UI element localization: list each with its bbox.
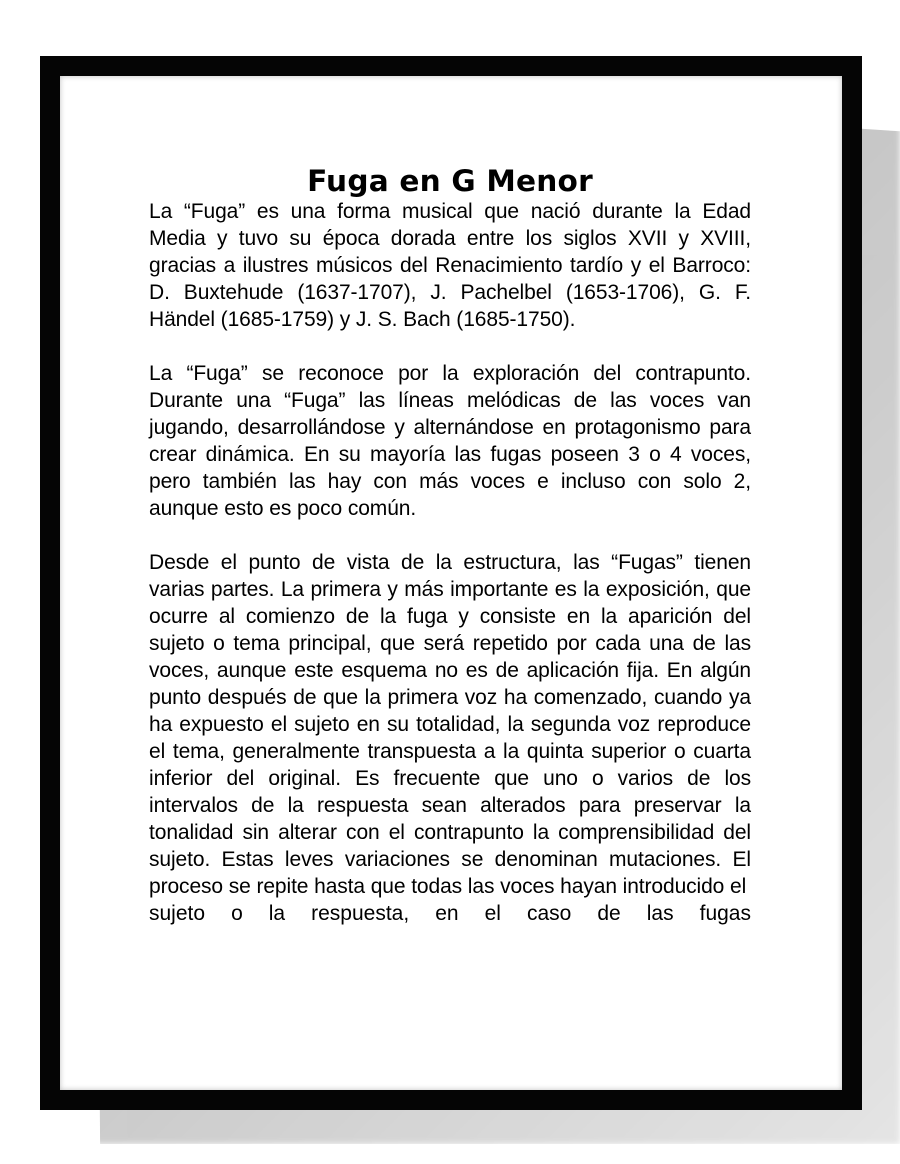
paragraph-structure-final-line: sujeto o la respuesta, en el caso de las fugas — [149, 902, 751, 925]
paragraph-history: La “Fuga” es una forma musical que nació durante la Edad Media y tuvo su época dorada entre los siglos XVII y XVIII, gracias a ilustres músicos del Renacimiento tardío y el Barroco: D. Buxtehude (1637-1707), J. Pachelbel (1653-1706), G. F. Händel (1685-1759) y J. S. Bach (1685-1750). — [149, 200, 751, 331]
picture-frame — [40, 56, 862, 1110]
paragraph-structure: Desde el punto de vista de la estructura, las “Fugas” tienen varias partes. La primera y más importante es la exposición, que ocurre al comienzo de la fuga y consiste en la aparición del sujeto o tema principal, que será repetido por cada una de las voces, aunque este esquema no es de aplicación fija. En algún punto después de que la primera voz ha comenzado, cuando ya ha expuesto el sujeto en su totalidad, la segunda voz reproduce el tema, generalmente transpuesta a la quinta superior o cuarta inferior del original. Es frecuente que uno o varios de los intervalos de la respuesta sean alterados para preservar la tonalidad sin alterar con el contrapunto la comprensibilidad del sujeto. Estas leves variaciones se denominan mutaciones. El proceso se repite hasta que todas las voces hayan introducido el — [149, 551, 751, 898]
paragraph-counterpoint: La “Fuga” se reconoce por la exploración del contrapunto. Durante una “Fuga” las líneas melódicas de las voces van jugando, desarrollándose y alternándose en protagonismo para crear dinámica. En su mayoría las fugas poseen 3 o 4 voces, pero también las hay con más voces e incluso con solo 2, aunque esto es poco común. — [149, 362, 751, 520]
document-page — [60, 76, 842, 1090]
document-content — [149, 164, 751, 927]
document-title: Fuga en G Menor — [307, 164, 593, 198]
